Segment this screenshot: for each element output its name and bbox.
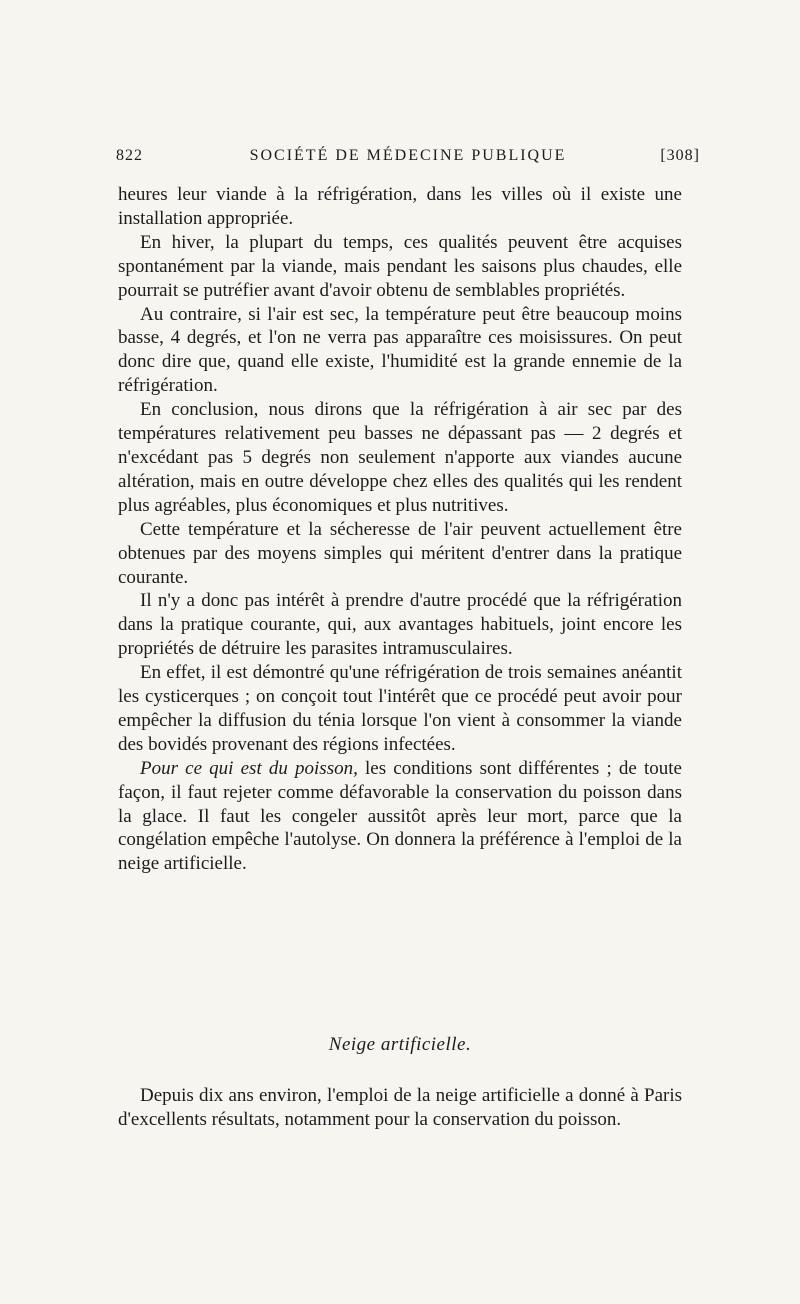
paragraph: Depuis dix ans environ, l'emploi de la neige artificielle a donné à Paris d'excellents résultats, notamment pour la conservation du poisson. [118,1085,682,1130]
paragraph-lead: Pour ce qui est du poisson, [140,757,358,779]
body-text [118,183,682,876]
paragraph: Il n'y a donc pas intérêt à prendre d'autre procédé que la réfrigération dans la pratique courante, qui, aux avantages habituels, joint encore les propriétés de détruire les parasites intramusculaires. [118,590,682,660]
paragraph: En effet, il est démontré qu'une réfrigération de trois semaines anéantit les cysticerques ; on conçoit tout l'intérêt que ce procédé peut avoir pour empêcher la diffusion du ténia lorsque l'on vient à consommer la viande des bovidés provenant des régions infectées. [118,662,682,755]
page-reference: [308] [660,147,700,164]
paragraph: Cette température et la sécheresse de l'air peuvent actuellement être obtenues par des moyens simples qui méritent d'entrer dans la pratique courante. [118,518,682,588]
running-title: SOCIÉTÉ DE MÉDECINE PUBLIQUE [249,147,567,164]
paragraph: Au contraire, si l'air est sec, la température peut être beaucoup moins basse, 4 degrés, et l'on ne verra pas apparaître ces moisissures. On peut donc dire que, quand elle existe, l'humidité est la grande ennemie de la réfrigération. [118,303,682,397]
page-number: 822 [116,147,143,164]
paragraph-rest: les conditions sont différentes ; de toute façon, il faut rejeter comme défavorable la conservation du poisson dans la glace. Il faut les congeler aussitôt après leur mort, parce que la congélation empêche l'autolyse. On donnera la préférence à l'emploi de la neige artificielle. [118,757,682,875]
running-head [116,147,700,171]
paragraph: heures leur viande à la réfrigération, dans les villes où il existe une installation appropriée. [118,184,682,229]
section-title: Neige artificielle. [328,1034,472,1055]
paragraph: En hiver, la plupart du temps, ces qualités peuvent être acquises spontanément par la viande, mais pendant les saisons plus chaudes, elle pourrait se putréfier avant d'avoir obtenu de semblables propriétés. [118,231,682,301]
paragraph-fish [118,757,682,877]
section-body [118,1084,682,1132]
paragraph: En conclusion, nous dirons que la réfrigération à air sec par des températures relativement peu basses ne dépassant pas — 2 degrés et n'excédant pas 5 degrés non seulement n'apporte aux viandes aucune altération, mais en outre développe chez elles des qualités qui les rendent plus agréables, plus économiques et plus nutritives. [118,399,682,516]
